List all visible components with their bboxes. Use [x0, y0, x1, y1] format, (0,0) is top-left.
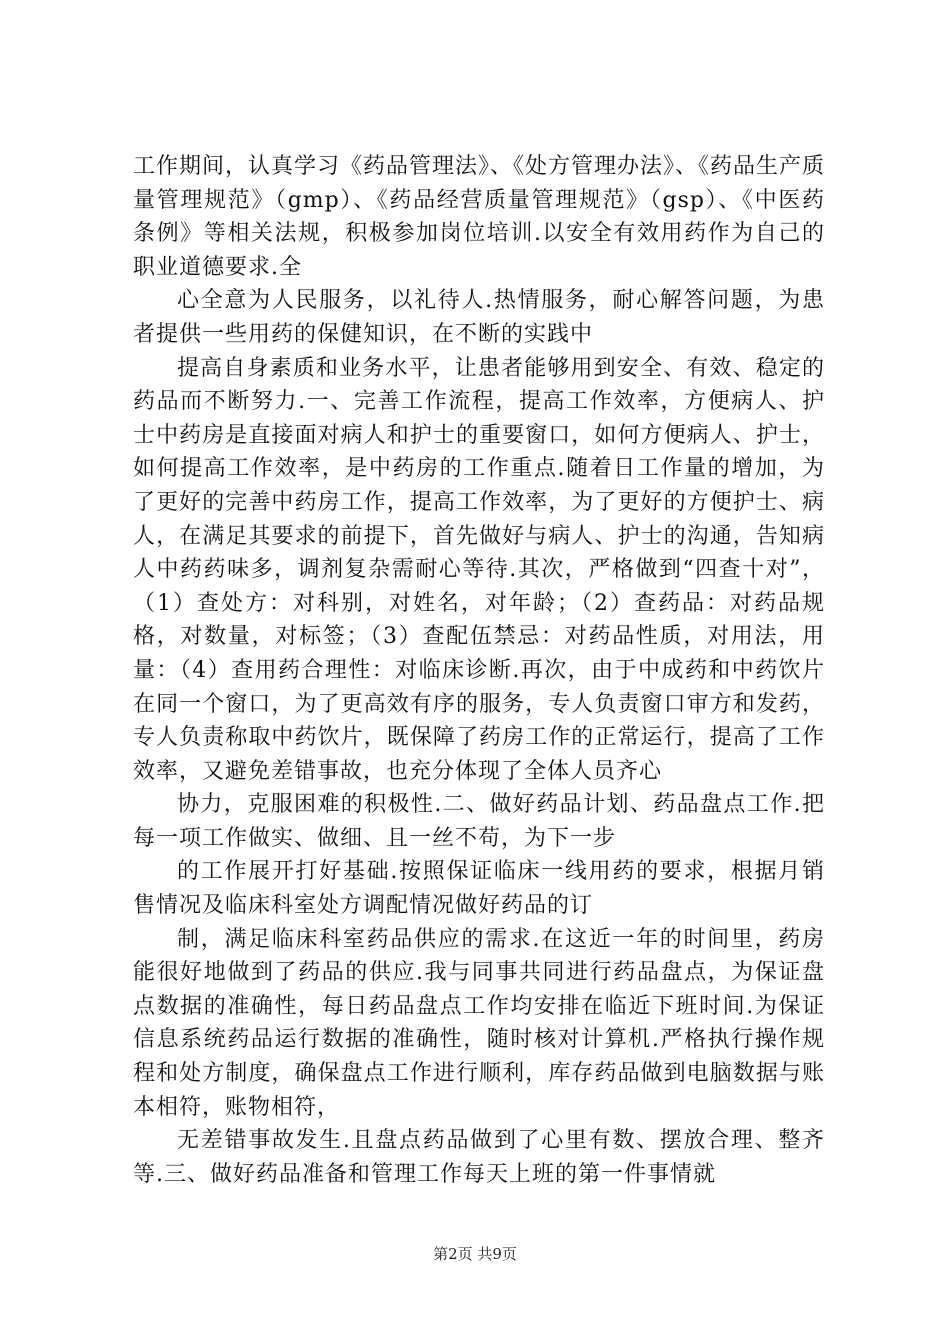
paragraph-1: 工作期间，认真学习《药品管理法》、《处方管理办法》、《药品生产质量管理规范》（gmp）、《药品经营质量管理规范》（gsp）、《中医药条例》等相关法规，积极参加岗位培训.以安全有效用药作为自己的职业道德要求.全 — [133, 154, 826, 280]
paragraph-6: 制，满足临床科室药品供应的需求.在这近一年的时间里，药房能很好地做到了药品的供应.我与同事共同进行药品盘点，为保证盘点数据的准确性，每日药品盘点工作均安排在临近下班时间.为保证信息系统药品运行数据的准确性，随时核对计算机.严格执行操作规程和处方制度，确保盘点工作进行顺利，库存药品做到电脑数据与账本相符，账物相符， — [133, 926, 825, 1120]
paragraph-5: 的工作展开打好基础.按照保证临床一线用药的要求，根据月销售情况及临床科室处方调配情况做好药品的订 — [133, 859, 825, 919]
paragraph-7: 无差错事故发生.且盘点药品做到了心里有数、摆放合理、整齐等.三、做好药品准备和管理工作每天上班的第一件事情就 — [133, 1128, 825, 1187]
paragraph-2: 心全意为人民服务，以礼待人.热情服务，耐心解答问题，为患者提供一些用药的保健知识，在不断的实践中 — [133, 288, 825, 347]
page-footer — [0, 1244, 950, 1264]
document-body — [133, 150, 825, 1191]
paragraph-3: 提高自身素质和业务水平，让患者能够用到安全、有效、稳定的药品而不断努力.一、完善工作流程，提高工作效率，方便病人、护士中药房是直接面对病人和护士的重要窗口，如何方便病人、护士，如何提高工作效率，是中药房的工作重点.随着日工作量的增加，为了更好的完善中药房工作，提高工作效率，为了更好的方便护士、病人，在满足其要求的前提下，首先做好与病人、护士的沟通，告知病人中药药味多，调剂复杂需耐心等待.其次，严格做到“四查十对”，（1）查处方：对科别，对姓名，对年龄；（2）查药品：对药品规格，对数量，对标签；（3）查配伍禁忌：对药品性质，对用法，用量：（4）查用药合理性：对临床诊断.再次，由于中成药和中药饮片在同一个窗口，为了更高效有序的服务，专人负责窗口审方和发药，专人负责称取中药饮片，既保障了药房工作的正常运行，提高了工作效率，又避免差错事故，也充分体现了全体人员齐心 — [133, 355, 825, 784]
page-number: 第2页 共9页 — [433, 1245, 517, 1263]
paragraph-4: 协力，克服困难的积极性.二、做好药品计划、药品盘点工作.把每一项工作做实、做细、且一丝不苟，为下一步 — [133, 792, 825, 851]
